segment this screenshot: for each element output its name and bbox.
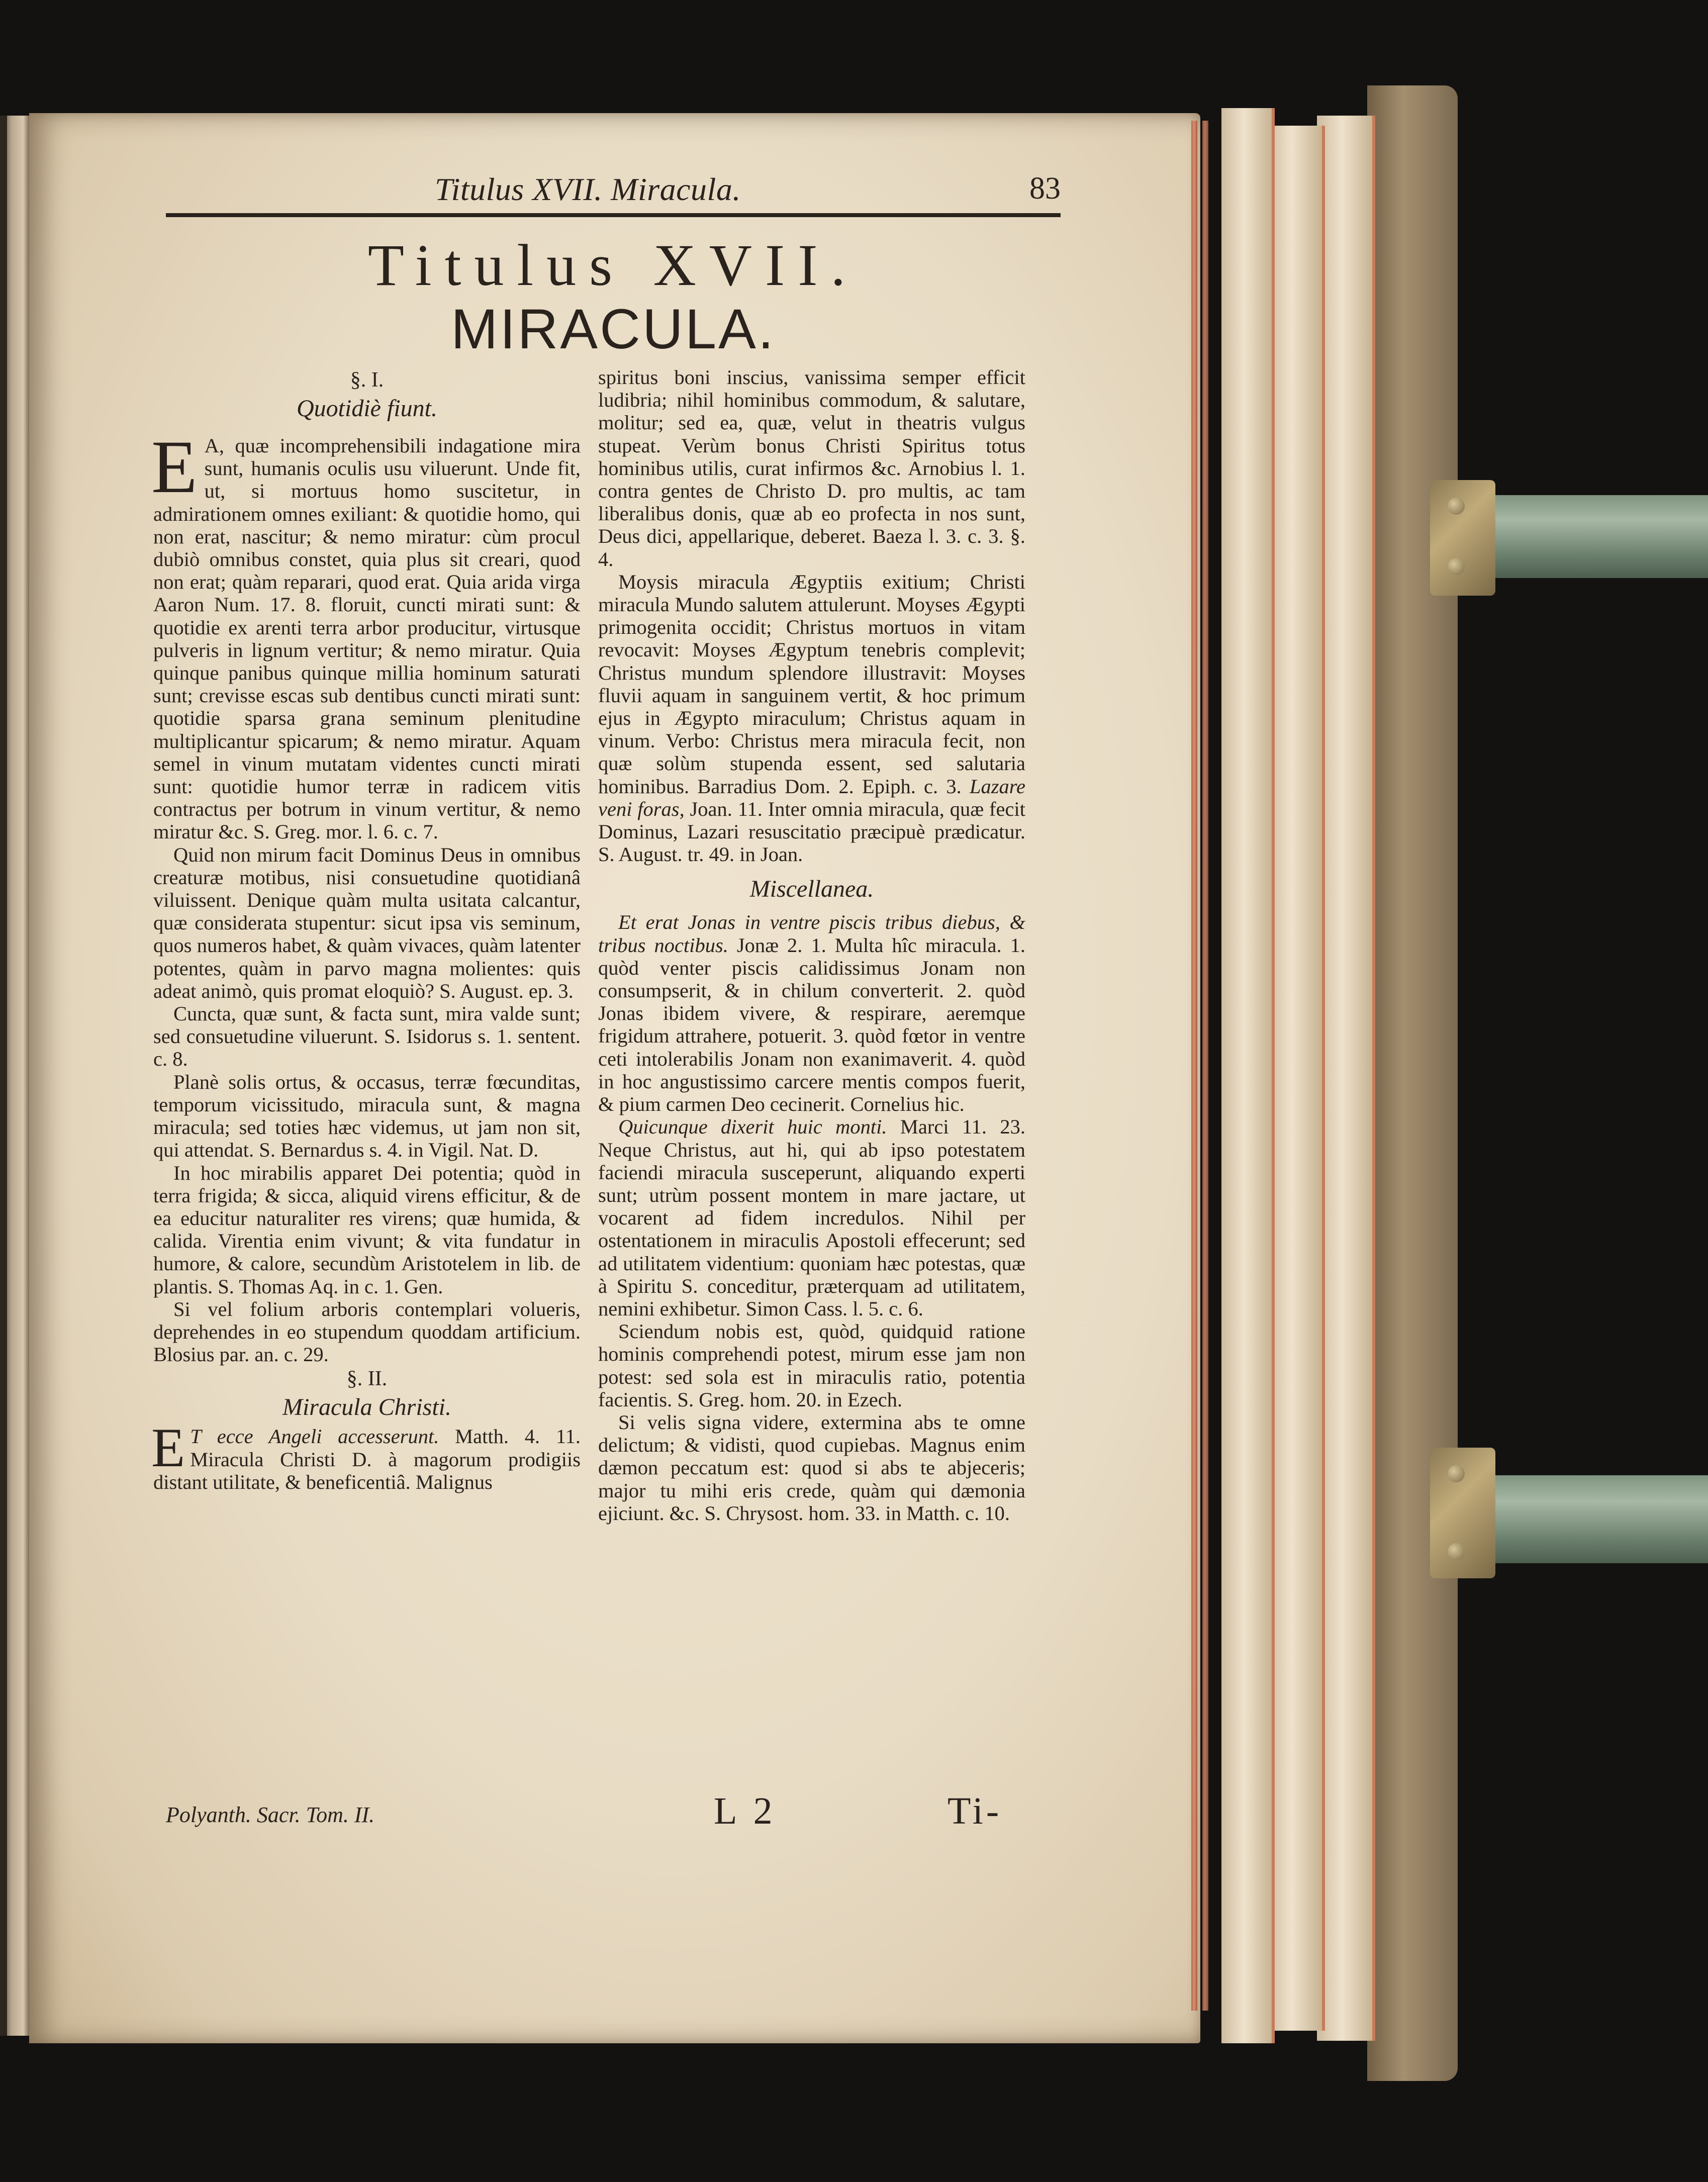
paragraph: spiritus boni inscius, vanissima semper efficit ludibria; nihil hominibus commodum, & salutare, molitur; sed ea, quæ, velut in theatris vulgus stupeat. Verùm bonus Christi Spiritus totus hominibus utilis, curat infirmos &c. Arnobius l. 1. contra gentes de Christo D. pro multis, ac tam liberalibus donis, quæ ab eo profecta in nos sunt, Deus dici, appellarique, deberet. Baeza l. 3. c. 3. §. 4. [598, 366, 1025, 571]
page-stack [1221, 108, 1275, 2043]
paragraph [151, 425, 581, 843]
scripture-quote: Quicunque dixerit huic monti. [618, 1115, 887, 1139]
paragraph [598, 571, 1025, 866]
paragraph: In hoc mirabilis apparet Dei potentia; quòd in terra frigida; & sicca, aliquid virens efficitur, & de ea educitur naturaliter res virens; quæ humida, & calida. Virentia enim vivunt; & vita fundatur in humore, & calore, secundùm Aristotelem in lib. de plantis. S. Thomas Aq. in c. 1. Gen. [153, 1161, 581, 1298]
paragraph-text: Moysis miracula Ægyptiis exitium; Christi miracula Mundo salutem attulerunt. Moyses Ægypti primogenita occidit; Christus mortuos in vitam revocavit: Moyses Ægyptum tenebris complevit; Christus mundum splendore illustravit: Moyses fluvii aquam in sanguinem vertit, & hoc primum ejus in Ægypto miraculum; Christus aquam in vinum. Verbo: Christus mera miracula fecit, non quæ solùm stupenda essent, sed salutaria hominibus. Barradius Dom. 2. Epiph. c. 3. [598, 570, 1025, 798]
paragraph-text: Marci 11. 23. Neque Christus, aut hi, qui ab ipso potestatem faciendi miracula susceperunt, aliquando experti sunt; utrùm possent montem in mare jactare, ut vocarent ad fidem incredulos. Nihil per ostentationem in miraculis Apostoli effecerunt; sed ad utilitatem videntium: quoniam hæc potestas, quæ à Spiritu S. conceditur, præterquam ad utilitatem, nemini exhibetur. Simon Cass. l. 5. c. 6. [598, 1115, 1026, 1320]
paragraph: Si velis signa videre, extermina abs te omne delictum; & vidisti, quod cupiebas. Magnus enim dæmon peccatum est: quod si abs te abjeceris; major tu mihi eris crede, quàm qui dæmonia ejiciunt. &c. S. Chrysost. hom. 33. in Matth. c. 10. [598, 1410, 1025, 1525]
header [166, 171, 1061, 216]
paragraph-text: A, quæ incomprehensibili indagatione mira sunt, humanis oculis usu viluerunt. Unde fit, ut, si mortuus homo suscitetur, in admirationem omnes exiliant: & quotidie homo, qui non erat, nascitur; & nemo miratur: cùm procul dubiò omnibus constet, quia plus sit creari, quod non erat; quàm reparari, quod erat. Quia arida virga Aaron Num. 17. 8. floruit, cuncti mirati sunt: & quotidie ex arenti terra arbor producitur, virtusque pulveris in lignum vertitur; & nemo miratur. Quia quinque panibus quinque millia hominum saturati sunt; crevisse escas sub dentibus cuncti mirati sunt: quotidie sparsa grana seminum plenitudine multiplicantur spicarum; & nemo miratur. Aquam semel in vinum mutatam videntes cuncti mirati sunt: quotidie humor terræ in radicem vitis contractus per botrum in vinum vertitur, & nemo miratur &c. S. Greg. mor. l. 6. c. 7. [153, 434, 581, 843]
binding-shadow [0, 116, 7, 2036]
left-column [153, 367, 581, 1493]
paragraph [598, 1115, 1025, 1320]
paragraph-text: Jonæ 2. 1. Multa hîc miracula. 1. quòd venter piscis calidissimus Jonam non consumpserit, & in chilum converterit. 2. quòd Jonas ibidem vivere, & respirare, aeremque frigidum attrahere, potuerit. 3. quòd fœtor in ventre ceti intolerabilis Jonam non exanimaverit. 4. quòd in hoc angustissimo carcere mentis compos fuerit, & pium carmen Deo cecinerit. Cornelius hic. [598, 933, 1025, 1116]
rivet-icon [1448, 558, 1465, 575]
paragraph: Sciendum nobis est, quòd, quidquid ratione hominis comprehendi potest, mirum esse jam non potest: sed sola est in miraculis ratio, potentia facientis. S. Greg. hom. 20. in Ezech. [598, 1320, 1025, 1411]
signature-note: Polyanth. Sacr. Tom. II. [166, 1802, 375, 1827]
red-page-edge [1191, 121, 1197, 2011]
section-number: §. II. [346, 1367, 388, 1391]
drop-cap: E [151, 425, 198, 509]
page-stack [1267, 126, 1325, 2031]
paragraph [151, 1417, 581, 1493]
page-number: 83 [1029, 171, 1061, 206]
back-cover-board [1367, 85, 1458, 2081]
paragraph: Quid non mirum facit Dominus Deus in omnibus creaturæ motibus, nisi consuetudine quotidianâ viluissent. Denique quàm multa usitata calcantur, quæ considerata stupentur: sicut ipsa vis seminum, quos numeros habet, & quàm vivaces, quàm latenter potentes, quàm in parvo magna molientes: quis adeat animò, quis promat eloquiò? S. August. ep. 3. [153, 843, 581, 1002]
scripture-quote: T ecce Angeli accesserunt. [190, 1425, 439, 1448]
catchword: Ti- [947, 1790, 1002, 1832]
red-page-edge [1202, 121, 1208, 2011]
paragraph: Cuncta, quæ sunt, & facta sunt, mira valde sunt; sed consuetudine viluerunt. S. Isidorus s. 1. sentent. c. 8. [153, 1002, 581, 1071]
signature-mark: L 2 [714, 1790, 777, 1832]
section-title: Miscellanea. [749, 876, 874, 903]
section-number: §. I. [350, 368, 384, 392]
paragraph-text: Matth. 4. 11. Miracula Christi D. à magorum prodigiis distant utilitate, & beneficentiâ. Malignus [153, 1425, 581, 1493]
lower-clasp-plate [1430, 1448, 1495, 1578]
rivet-icon [1448, 498, 1465, 515]
section-title: Miracula Christi. [282, 1394, 452, 1421]
right-column [598, 366, 1025, 1525]
scripture-quote: Lazare veni foras, [598, 775, 1025, 820]
section-title: Quotidiè fiunt. [297, 395, 437, 422]
title-line-1: Titulus XVII. [367, 232, 859, 298]
rivet-icon [1448, 1543, 1465, 1560]
drop-cap: E [151, 1417, 185, 1479]
scripture-quote: Et erat Jonas in ventre piscis tribus diebus, & tribus noctibus. [598, 911, 1025, 957]
upper-clasp-plate [1430, 480, 1495, 596]
paragraph-text: Joan. 11. Inter omnia miracula, quæ fecit Dominus, Lazari resuscitatio præcipuè prædicatur. S. August. tr. 49. in Joan. [598, 797, 1025, 866]
paragraph: Si vel folium arboris contemplari volueris, deprehendes in eo stupendum quoddam artificium. Blosius par. an. c. 29. [153, 1297, 581, 1366]
header-rule [166, 213, 1061, 217]
rivet-icon [1448, 1465, 1465, 1482]
running-head: Titulus XVII. Miracula. [435, 171, 741, 207]
paragraph: Planè solis ortus, & occasus, terræ fœcunditas, temporum vicissitudo, miracula sunt, & magna miracula; sed toties hæc videmus, ut jam non sit, qui attendat. S. Bernardus s. 4. in Vigil. Nat. D. [153, 1070, 581, 1162]
page-stack [1317, 116, 1375, 2041]
title-line-2: MIRACULA. [451, 298, 776, 360]
paragraph [598, 911, 1025, 1115]
